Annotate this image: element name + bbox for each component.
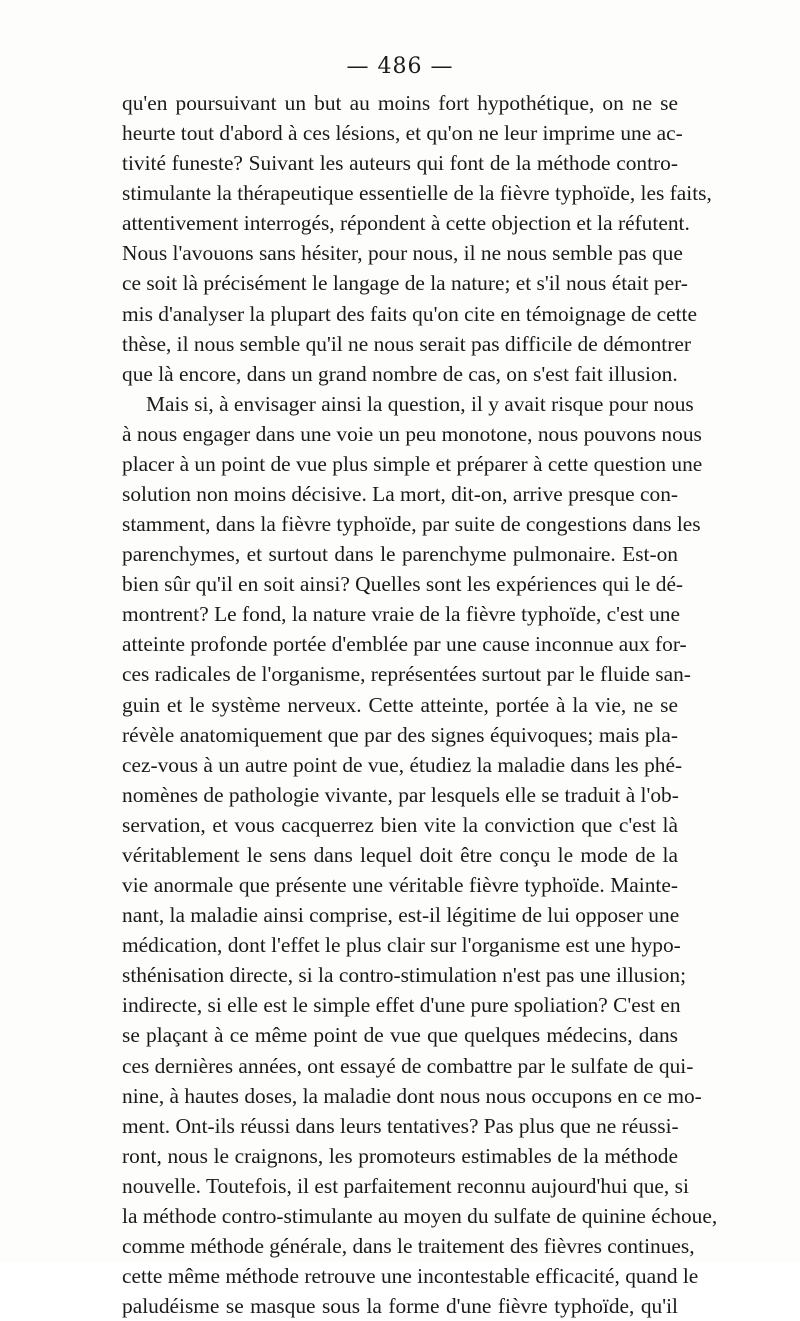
text-line: sthénisation directe, si la contro-stimulation n'est pas une illusion; (122, 963, 687, 988)
text-line: nouvelle. Toutefois, il est parfaitement reconnu aujourd'hui que, si (122, 1173, 689, 1198)
text-line: nomènes de pathologie vivante, par lesquels elle se traduit à l'ob- (122, 782, 679, 807)
text-line: thèse, il nous semble qu'il ne nous serait pas difficile de démontrer (122, 331, 691, 356)
page-number: — 486 — (346, 54, 454, 79)
text-line: solution non moins décisive. La mort, dit-on, arrive presque con- (122, 482, 679, 507)
text-line: se plaçant à ce même point de vue que quelques médecins, dans (122, 1023, 678, 1048)
text-line: paludéisme se masque sous la forme d'une fièvre typhoïde, qu'il (122, 1294, 678, 1319)
text-line: guin et le système nerveux. Cette atteinte, portée à la vie, ne se (122, 692, 678, 717)
text-line: véritablement le sens dans lequel doit être conçu le mode de la (122, 842, 678, 867)
text-line: bien sûr qu'il en soit ainsi? Quelles sont les expériences qui le dé- (122, 572, 684, 597)
text-line: qu'en poursuivant un but au moins fort hypothétique, on ne se (122, 91, 678, 115)
text-line: nine, à hautes doses, la maladie dont nous nous occupons en ce mo- (122, 1083, 702, 1108)
text-line: parenchymes, et surtout dans le parenchyme pulmonaire. Est-on (122, 542, 678, 567)
text-line: que là encore, dans un grand nombre de cas, on s'est fait illusion. (122, 361, 678, 386)
text-line: nant, la maladie ainsi comprise, est-il légitime de lui opposer une (122, 903, 680, 928)
paragraph (122, 389, 718, 1321)
text-line: Mais si, à envisager ainsi la question, il y avait risque pour nous (146, 391, 694, 416)
paragraph (122, 88, 712, 389)
body-text (122, 88, 718, 1321)
text-line: montrent? Le fond, la nature vraie de la fièvre typhoïde, c'est une (122, 602, 680, 627)
text-line: médication, dont l'effet le plus clair sur l'organisme est une hypo- (122, 933, 681, 958)
text-line: stimulante la thérapeutique essentielle de la fièvre typhoïde, les faits, (122, 181, 712, 206)
text-line: ront, nous le craignons, les promoteurs estimables de la méthode (122, 1143, 678, 1168)
text-line: la méthode contro-stimulante au moyen du sulfate de quinine échoue, (122, 1203, 718, 1228)
text-line: Nous l'avouons sans hésiter, pour nous, il ne nous semble pas que (122, 241, 683, 266)
text-line: servation, et vous cacquerrez bien vite la conviction que c'est là (122, 812, 678, 837)
text-line: cez-vous à un autre point de vue, étudiez la maladie dans les phé- (122, 752, 683, 777)
text-line: ce soit là précisément le langage de la nature; et s'il nous était per- (122, 271, 688, 296)
text-line: heurte tout d'abord à ces lésions, et qu'on ne leur imprime une ac- (122, 121, 683, 146)
text-line: ces radicales de l'organisme, représentées surtout par le fluide san- (122, 662, 691, 687)
text-line: cette même méthode retrouve une incontestable efficacité, quand le (122, 1264, 699, 1289)
text-line: ces dernières années, ont essayé de combattre par le sulfate de qui- (122, 1053, 694, 1078)
text-line: vie anormale que présente une véritable fièvre typhoïde. Mainte- (122, 873, 678, 898)
text-line: tivité funeste? Suivant les auteurs qui font de la méthode contro- (122, 151, 678, 176)
text-line: stamment, dans la fièvre typhoïde, par suite de congestions dans les (122, 512, 701, 537)
text-line: placer à un point de vue plus simple et préparer à cette question une (122, 451, 703, 476)
text-line: comme méthode générale, dans le traitement des fièvres continues, (122, 1233, 695, 1258)
text-line: indirecte, si elle est le simple effet d'une pure spoliation? C'est en (122, 993, 681, 1018)
text-line: ment. Ont-ils réussi dans leurs tentatives? Pas plus que ne réussi- (122, 1113, 679, 1138)
text-line: à nous engager dans une voie un peu monotone, nous pouvons nous (122, 421, 702, 446)
text-line: attentivement interrogés, répondent à cette objection et la réfutent. (122, 211, 690, 236)
text-line: révèle anatomiquement que par des signes équivoques; mais pla- (122, 722, 678, 747)
text-line: mis d'analyser la plupart des faits qu'on cite en témoignage de cette (122, 301, 697, 326)
text-line: atteinte profonde portée d'emblée par une cause inconnue aux for- (122, 632, 687, 657)
